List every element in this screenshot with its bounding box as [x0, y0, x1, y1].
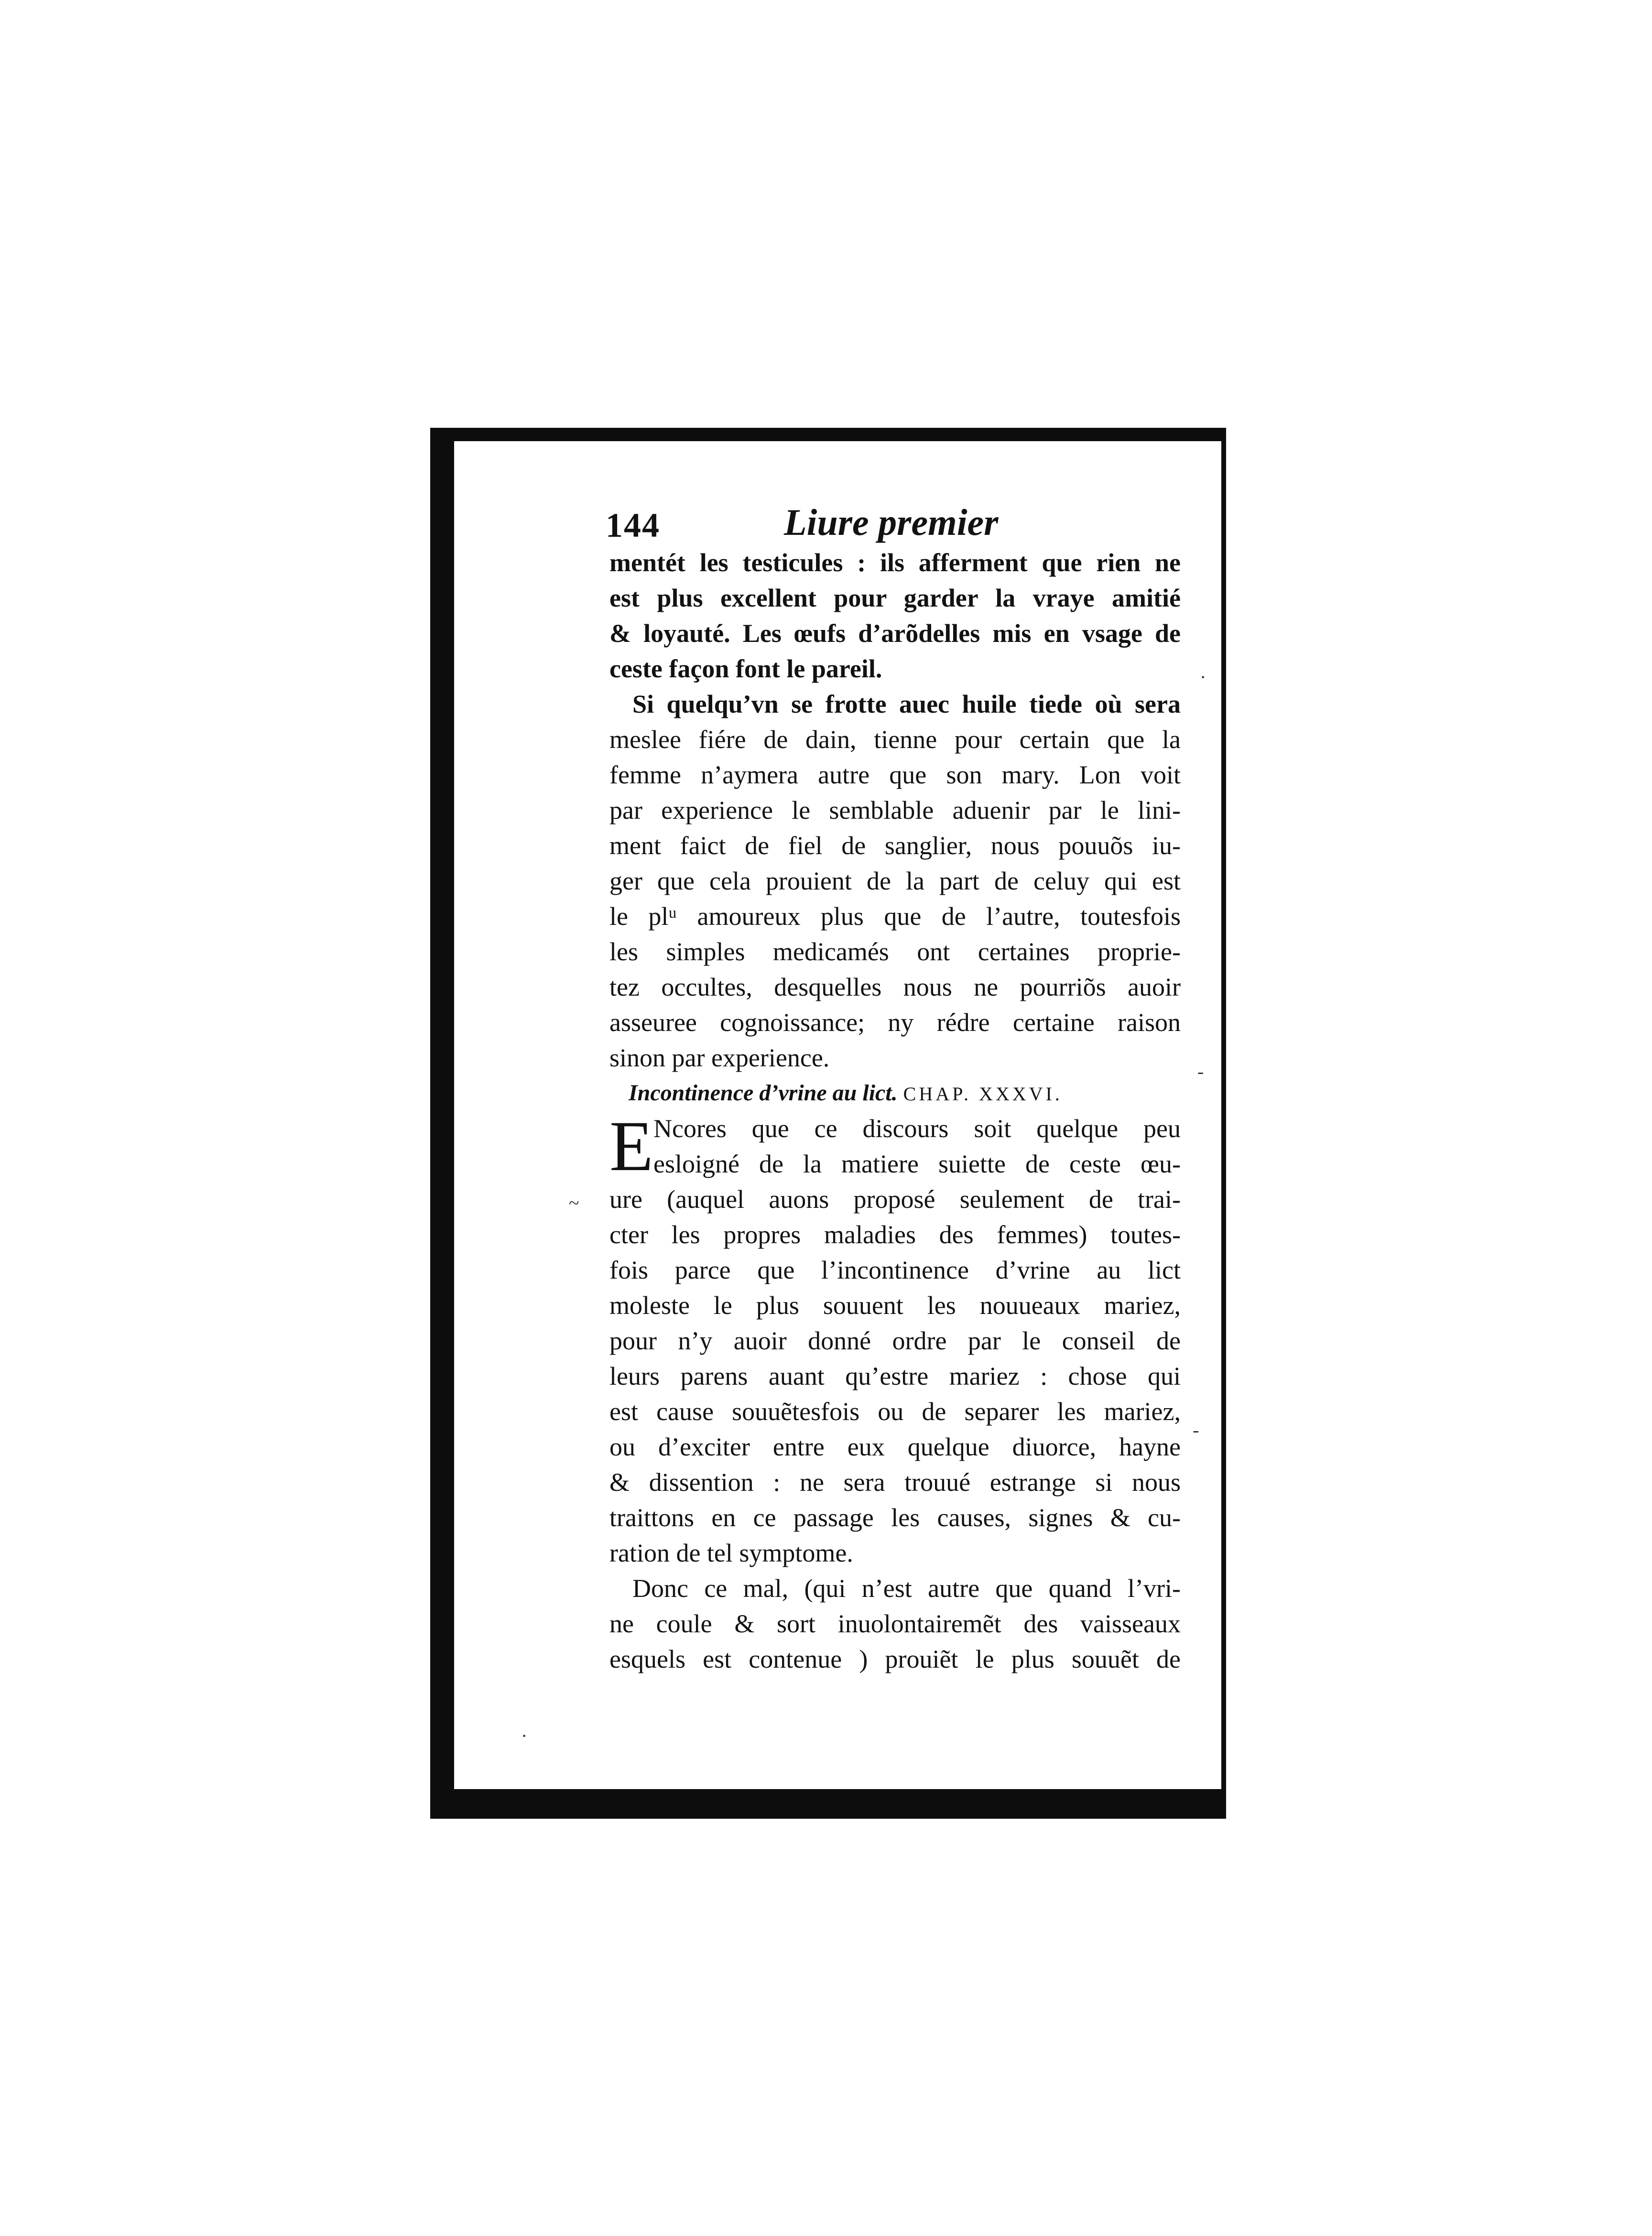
text-line: ment faict de fiel de sanglier, nous pouuõs iu- [609, 831, 1181, 860]
page-number: 144 [606, 506, 660, 544]
text-line: & dissention : ne sera trouué estrange si nous [609, 1468, 1181, 1497]
text-line: Ncores que ce discours soit quelque peu [653, 1114, 1181, 1143]
scan-frame [430, 428, 1226, 1819]
book-page [454, 441, 1221, 1789]
scan-speck: · [521, 1725, 528, 1747]
text-line: sinon par experience. [609, 1043, 830, 1072]
drop-cap-initial: E [609, 1107, 653, 1186]
chapter-number: CHAP. XXXVI. [903, 1083, 1063, 1105]
text-line: ration de tel symptome. [609, 1539, 853, 1567]
text-line: ger que cela prouient de la part de celuy qui est [609, 867, 1181, 895]
text-line: traittons en ce passage les causes, signes & cu- [609, 1503, 1181, 1532]
text-line: asseuree cognoissance; ny rédre certaine raison [609, 1008, 1181, 1037]
paragraph-cause [609, 1571, 1181, 1677]
scan-speck: - [1193, 1419, 1199, 1441]
text-line: femme n’aymera autre que son mary. Lon voit [609, 760, 1181, 789]
text-line: cter les propres maladies des femmes) toutes- [609, 1220, 1181, 1249]
text-line: leurs parens auant qu’estre mariez : chose qui [609, 1362, 1181, 1390]
text-line: les simples medicamés ont certaines proprie- [609, 937, 1181, 966]
scan-speck: · [1200, 666, 1206, 688]
text-line: mentét les testicules : ils afferment que rien ne [609, 548, 1181, 577]
text-line: Donc ce mal, (qui n’est autre que quand l’vri- [632, 1574, 1181, 1603]
page-header [606, 501, 1181, 545]
chapter-heading [609, 1075, 1181, 1111]
text-line: moleste le plus souuent les nouueaux mariez, [609, 1291, 1181, 1320]
paragraph-remedy [609, 686, 1181, 1075]
text-line: est cause souuẽtesfois ou de separer les mariez, [609, 1397, 1181, 1426]
chapter-paragraph [609, 1182, 1181, 1571]
text-line: est plus excellent pour garder la vraye amitié [609, 584, 1181, 612]
page-text-block [606, 501, 1181, 1677]
text-line: fois parce que l’incontinence d’vrine au lict [609, 1256, 1181, 1284]
chapter-title: Incontinence d’vrine au lict. [629, 1080, 898, 1106]
text-line: & loyauté. Les œufs d’arõdelles mis en vsage de [609, 619, 1181, 648]
scan-speck: ~ [569, 1192, 579, 1214]
text-line: par experience le semblable aduenir par le lini- [609, 796, 1181, 825]
text-line: ou d’exciter entre eux quelque diuorce, hayne [609, 1433, 1181, 1461]
text-line: ne coule & sort inuolontairemẽt des vaisseaux [609, 1609, 1181, 1638]
text-line: esquels est contenue ) prouiẽt le plus souuẽt de [609, 1645, 1181, 1673]
text-line: ceste façon font le pareil. [609, 654, 882, 683]
text-line: tez occultes, desquelles nous ne pourriõs auoir [609, 973, 1181, 1001]
text-line: le plᵘ amoureux plus que de l’autre, toutesfois [609, 902, 1181, 931]
running-title: Liure premier [784, 501, 999, 543]
text-line: pour n’y auoir donné ordre par le conseil de [609, 1326, 1181, 1355]
text-line: ure (auquel auons proposé seulement de trai- [609, 1185, 1181, 1214]
text-line: esloigné de la matiere suiette de ceste œu- [653, 1150, 1181, 1178]
text-line: meslee fiére de dain, tienne pour certain que la [609, 725, 1181, 754]
scan-speck: - [1197, 1061, 1204, 1082]
chapter-opening [609, 1107, 1181, 1186]
paragraph-continuation [609, 545, 1181, 686]
text-line: Si quelqu’vn se frotte auec huile tiede où sera [632, 690, 1181, 718]
